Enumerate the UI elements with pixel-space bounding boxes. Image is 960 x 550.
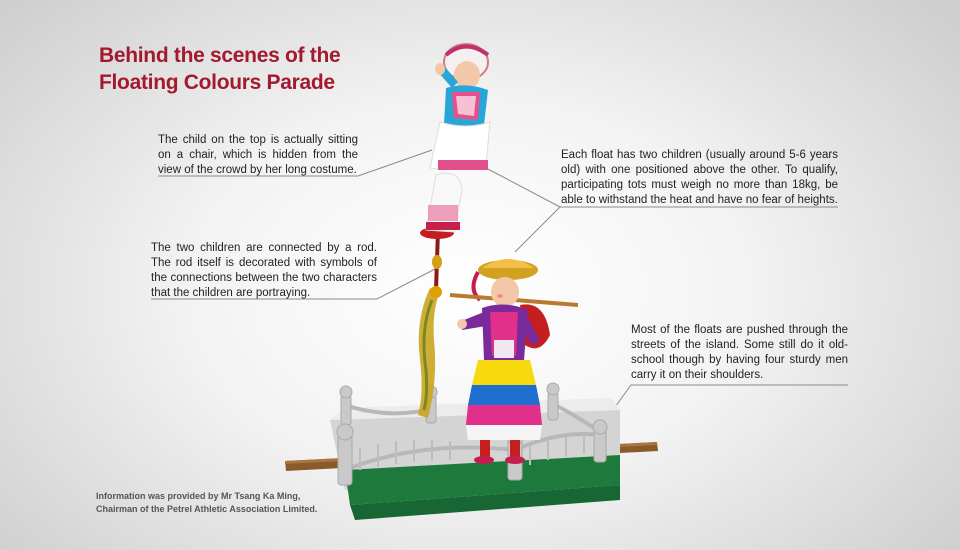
- note-two-children: Each float has two children (usually around 5-6 years old) with one positioned above the other. To qualify, participating tots must weigh no more than 18kg, be able to withstand the heat and have no fear of heights.: [561, 149, 838, 206]
- credit-line-1: Information was provided by Mr Tsang Ka Ming,: [96, 491, 301, 501]
- note-floats: Most of the floats are pushed through the streets of the island. Some still do it old-school though by having four sturdy men carry it on their shoulders.: [631, 324, 848, 381]
- callout-line-two-children: [515, 207, 838, 252]
- title-line-1: Behind the scenes of the: [99, 44, 341, 67]
- top-child-figure: [426, 44, 490, 232]
- note-top-child: The child on the top is actually sitting on a chair, which is hidden from the view of the crowd by her long costume.: [158, 134, 358, 176]
- note-rod: The two children are connected by a rod. The rod itself is decorated with symbols of the connections between the two characters that the children are portraying.: [151, 242, 377, 299]
- callout-line-two-children-upper: [486, 168, 560, 207]
- credit-line-2: Chairman of the Petrel Athletic Association Limited.: [96, 504, 318, 514]
- source-credit: [96, 490, 336, 516]
- title-line-2: Floating Colours Parade: [99, 71, 335, 94]
- callout-line-floats: [597, 385, 848, 432]
